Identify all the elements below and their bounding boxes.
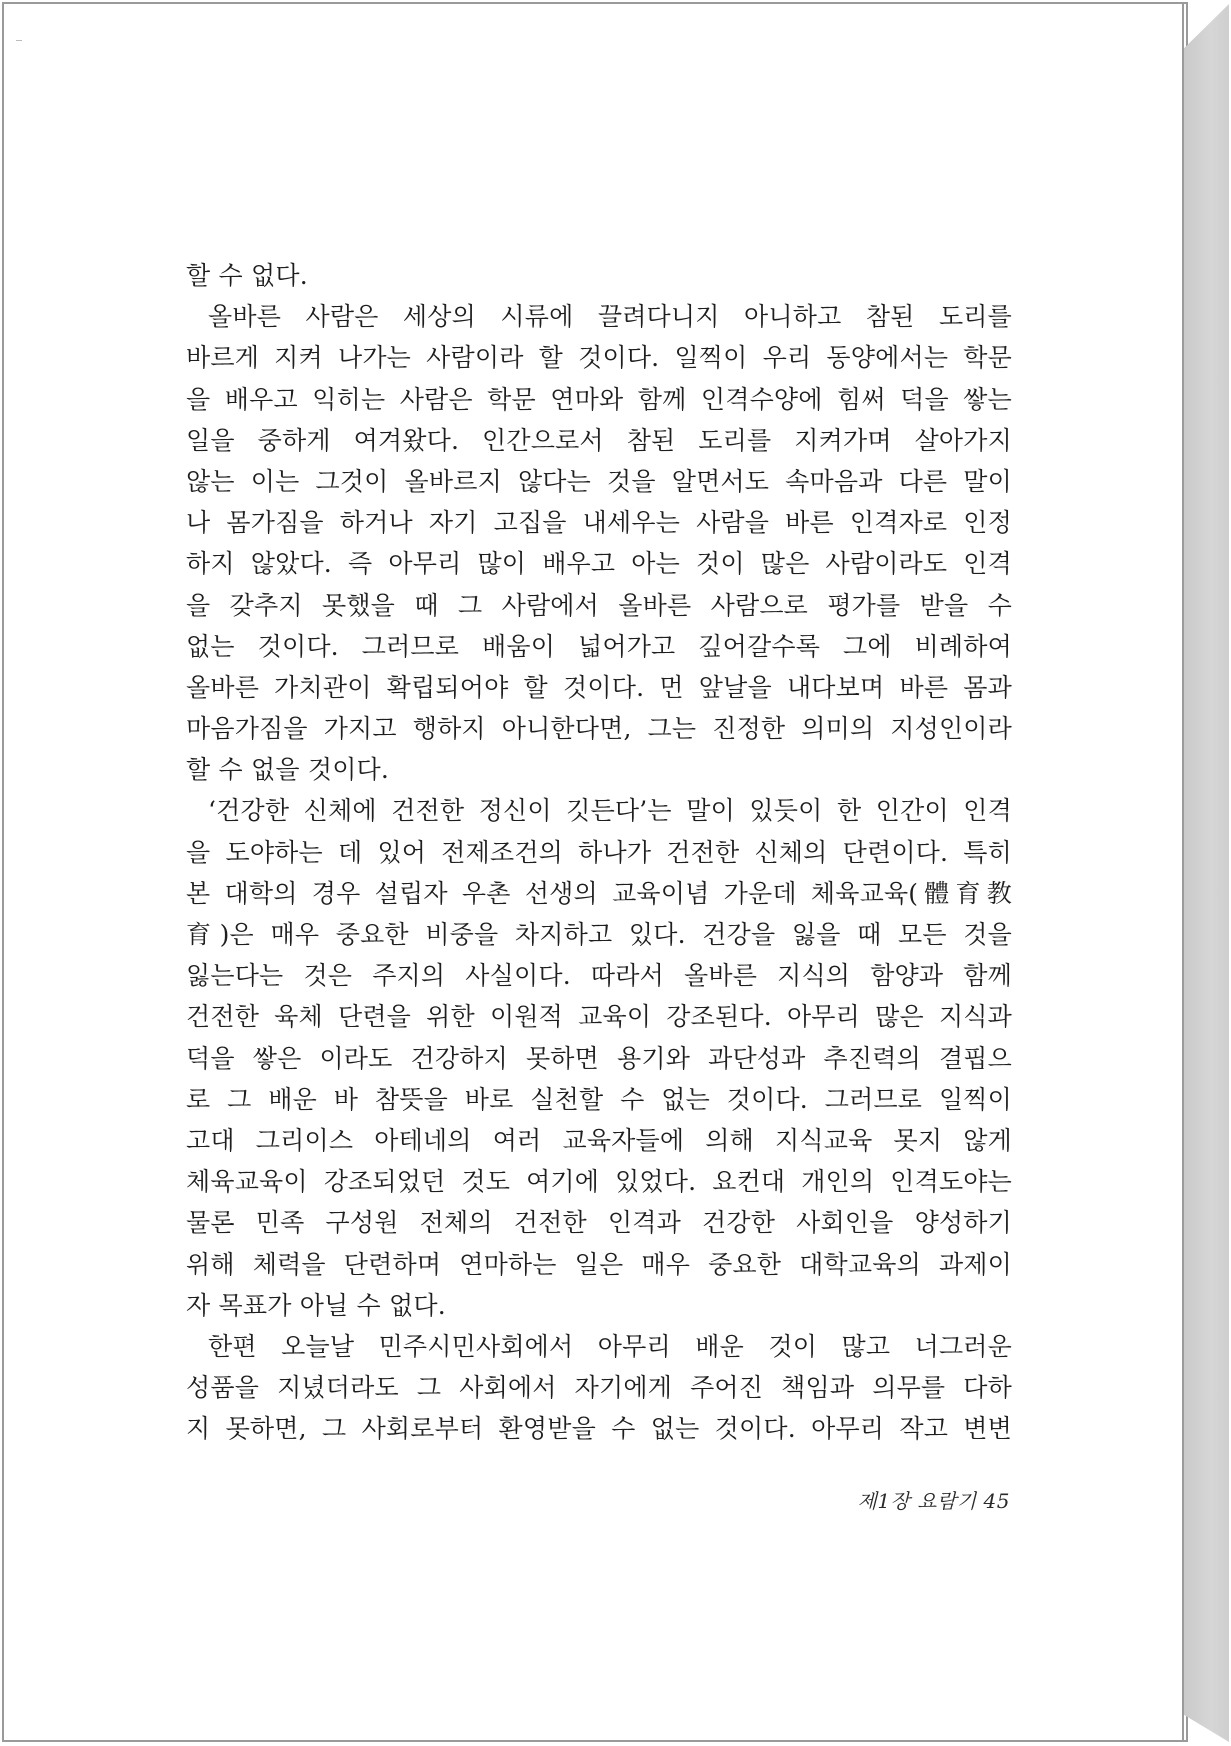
page-footer: 제1장 요람기 45 xyxy=(857,1489,1010,1513)
body-line: 나 몸가짐을 하거나 자기 고집을 내세우는 사람을 바른 인격자로 인정 xyxy=(186,508,1012,538)
body-line: 고대 그리이스 아테네의 여러 교육자들에 의해 지식교육 못지 않게 xyxy=(186,1125,1012,1155)
body-line: 본 대학의 경우 설립자 우촌 선생의 교육이념 가운데 체육교육(體育教 xyxy=(186,878,1012,908)
body-line: 하지 않았다. 즉 아무리 많이 배우고 아는 것이 많은 사람이라도 인격 xyxy=(186,549,1012,579)
body-line: 체육교육이 강조되었던 것도 여기에 있었다. 요컨대 개인의 인격도야는 xyxy=(186,1167,1012,1197)
page-side-shadow xyxy=(1183,4,1229,1742)
body-line: 한편 오늘날 민주시민사회에서 아무리 배운 것이 많고 너그러운 xyxy=(208,1331,1012,1361)
scan-mark xyxy=(16,40,22,41)
body-line: 을 갖추지 못했을 때 그 사람에서 올바른 사람으로 평가를 받을 수 xyxy=(186,590,1012,620)
body-line: 로 그 배운 바 참뜻을 바로 실천할 수 없는 것이다. 그러므로 일찍이 xyxy=(186,1084,1012,1114)
body-line: 자 목표가 아닐 수 없다. xyxy=(186,1290,446,1320)
body-line: 바르게 지켜 나가는 사람이라 할 것이다. 일찍이 우리 동양에서는 학문 xyxy=(186,343,1012,373)
body-line: 일을 중하게 여겨왔다. 인간으로서 참된 도리를 지켜가며 살아가지 xyxy=(186,425,1012,455)
body-line: 없는 것이다. 그러므로 배움이 넓어가고 깊어갈수록 그에 비례하여 xyxy=(186,631,1012,661)
body-line: 마음가짐을 가지고 행하지 아니한다면, 그는 진정한 의미의 지성인이라 xyxy=(186,714,1012,744)
body-line: 할 수 없다. xyxy=(186,261,308,290)
body-line: 을 도야하는 데 있어 전제조건의 하나가 건전한 신체의 단련이다. 특히 xyxy=(186,837,1012,867)
body-line: 않는 이는 그것이 올바르지 않다는 것을 알면서도 속마음과 다른 말이 xyxy=(186,466,1012,496)
body-line: 育)은 매우 중요한 비중을 차지하고 있다. 건강을 잃을 때 모든 것을 xyxy=(186,920,1012,949)
body-line: 위해 체력을 단련하며 연마하는 일은 매우 중요한 대학교육의 과제이 xyxy=(186,1249,1012,1279)
body-line: 지 못하면, 그 사회로부터 환영받을 수 없는 것이다. 아무리 작고 변변 xyxy=(186,1414,1012,1444)
body-line: 성품을 지녔더라도 그 사회에서 자기에게 주어진 책임과 의무를 다하 xyxy=(186,1373,1012,1403)
page-side-edge xyxy=(1182,4,1184,1742)
body-line: 건전한 육체 단련을 위한 이원적 교육이 강조된다. 아무리 많은 지식과 xyxy=(186,1002,1012,1032)
body-line: 물론 민족 구성원 전체의 건전한 인격과 건강한 사회인을 양성하기 xyxy=(186,1208,1012,1238)
body-line: 덕을 쌓은 이라도 건강하지 못하면 용기와 과단성과 추진력의 결핍으 xyxy=(186,1043,1012,1073)
body-line: 올바른 가치관이 확립되어야 할 것이다. 먼 앞날을 내다보며 바른 몸과 xyxy=(186,672,1012,702)
body-line: 할 수 없을 것이다. xyxy=(186,755,390,785)
body-line: ‘건강한 신체에 건전한 정신이 깃든다’는 말이 있듯이 한 인간이 인격 xyxy=(208,796,1012,826)
body-line: 을 배우고 익히는 사람은 학문 연마와 함께 인격수양에 힘써 덕을 쌓는 xyxy=(186,384,1012,414)
body-text xyxy=(186,255,1012,1449)
body-line: 잃는다는 것은 주지의 사실이다. 따라서 올바른 지식의 함양과 함께 xyxy=(186,961,1012,991)
body-line: 올바른 사람은 세상의 시류에 끌려다니지 아니하고 참된 도리를 xyxy=(208,302,1012,332)
